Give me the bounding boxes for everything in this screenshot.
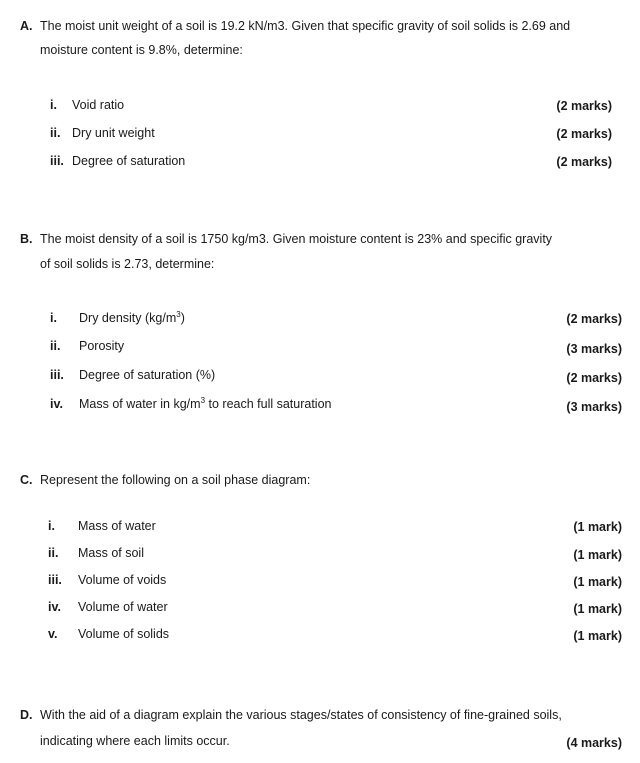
question-c-item-3-text: Volume of voids xyxy=(78,573,167,587)
question-b-item-3-text: Degree of saturation (%) xyxy=(79,368,216,382)
question-a-line-1: The moist unit weight of a soil is 19.2 kN/m3. Given that specific gravity of soil solids is 2.69 and xyxy=(40,19,571,33)
question-a-item-1-number: i. xyxy=(50,98,57,112)
question-c-item-4-number: iv. xyxy=(48,600,61,614)
question-d-marks: (4 marks) xyxy=(566,736,622,750)
question-b-item-4-text: Mass of water in $kg/m^3$ to reach full saturation xyxy=(79,395,332,411)
question-c-item-1-marks: (1 mark) xyxy=(573,520,622,534)
question-a-letter: A. xyxy=(20,19,33,33)
question-a-line-2: moisture content is 9.8%, determine: xyxy=(40,43,243,57)
question-b-item-2-number: ii. xyxy=(50,339,61,353)
question-c-item-5-text: Volume of solids xyxy=(78,627,170,641)
question-a-item-2-marks: (2 marks) xyxy=(556,127,612,141)
question-c-item-3-marks: (1 mark) xyxy=(573,575,622,589)
question-b-line-1: The moist density of a soil is 1750 kg/m3. Given moisture content is 23% and specific gravity xyxy=(40,232,553,246)
question-c-item-1-number: i. xyxy=(48,519,55,533)
question-d-letter: D. xyxy=(20,708,33,722)
question-c-line-1: Represent the following on a soil phase diagram: xyxy=(40,473,311,487)
question-b-item-3-marks: (2 marks) xyxy=(566,371,622,385)
question-b-item-2-text: Porosity xyxy=(79,339,125,353)
question-c-item-2-text: Mass of soil xyxy=(78,546,144,560)
question-b-item-4-number: iv. xyxy=(50,397,63,411)
question-b-line-2: of soil solids is 2.73, determine: xyxy=(40,257,215,271)
question-a-item-1-marks: (2 marks) xyxy=(556,99,612,113)
question-c-item-2-number: ii. xyxy=(48,546,59,560)
question-c-item-2-marks: (1 mark) xyxy=(573,548,622,562)
question-a-item-3-number: iii. xyxy=(50,154,64,168)
question-c-letter: C. xyxy=(20,473,33,487)
question-a-item-2-text: Dry unit weight xyxy=(72,126,155,140)
question-b-item-4-marks: (3 marks) xyxy=(566,400,622,414)
question-c-item-1-text: Mass of water xyxy=(78,519,156,533)
question-c-item-4-text: Volume of water xyxy=(78,600,168,614)
question-b-item-1-marks: (2 marks) xyxy=(566,312,622,326)
question-c-item-3-number: iii. xyxy=(48,573,62,587)
question-d-line-1: With the aid of a diagram explain the various stages/states of consistency of fine-grained soils, xyxy=(40,708,562,722)
question-b-item-1-number: i. xyxy=(50,311,57,325)
question-a-item-2-number: ii. xyxy=(50,126,61,140)
question-b-item-1-text: Dry density $(kg/m^3)$ xyxy=(79,309,185,325)
question-b-item-3-number: iii. xyxy=(50,368,64,382)
question-a-item-1-text: Void ratio xyxy=(72,98,125,112)
question-d-line-2: indicating where each limits occur. xyxy=(40,734,230,748)
question-c-item-5-marks: (1 mark) xyxy=(573,629,622,643)
question-a-item-3-text: Degree of saturation xyxy=(72,154,186,168)
question-c-item-4-marks: (1 mark) xyxy=(573,602,622,616)
question-a-item-3-marks: (2 marks) xyxy=(556,155,612,169)
question-c-item-5-number: v. xyxy=(48,627,58,641)
question-b-letter: B. xyxy=(20,232,33,246)
question-b-item-2-marks: (3 marks) xyxy=(566,342,622,356)
